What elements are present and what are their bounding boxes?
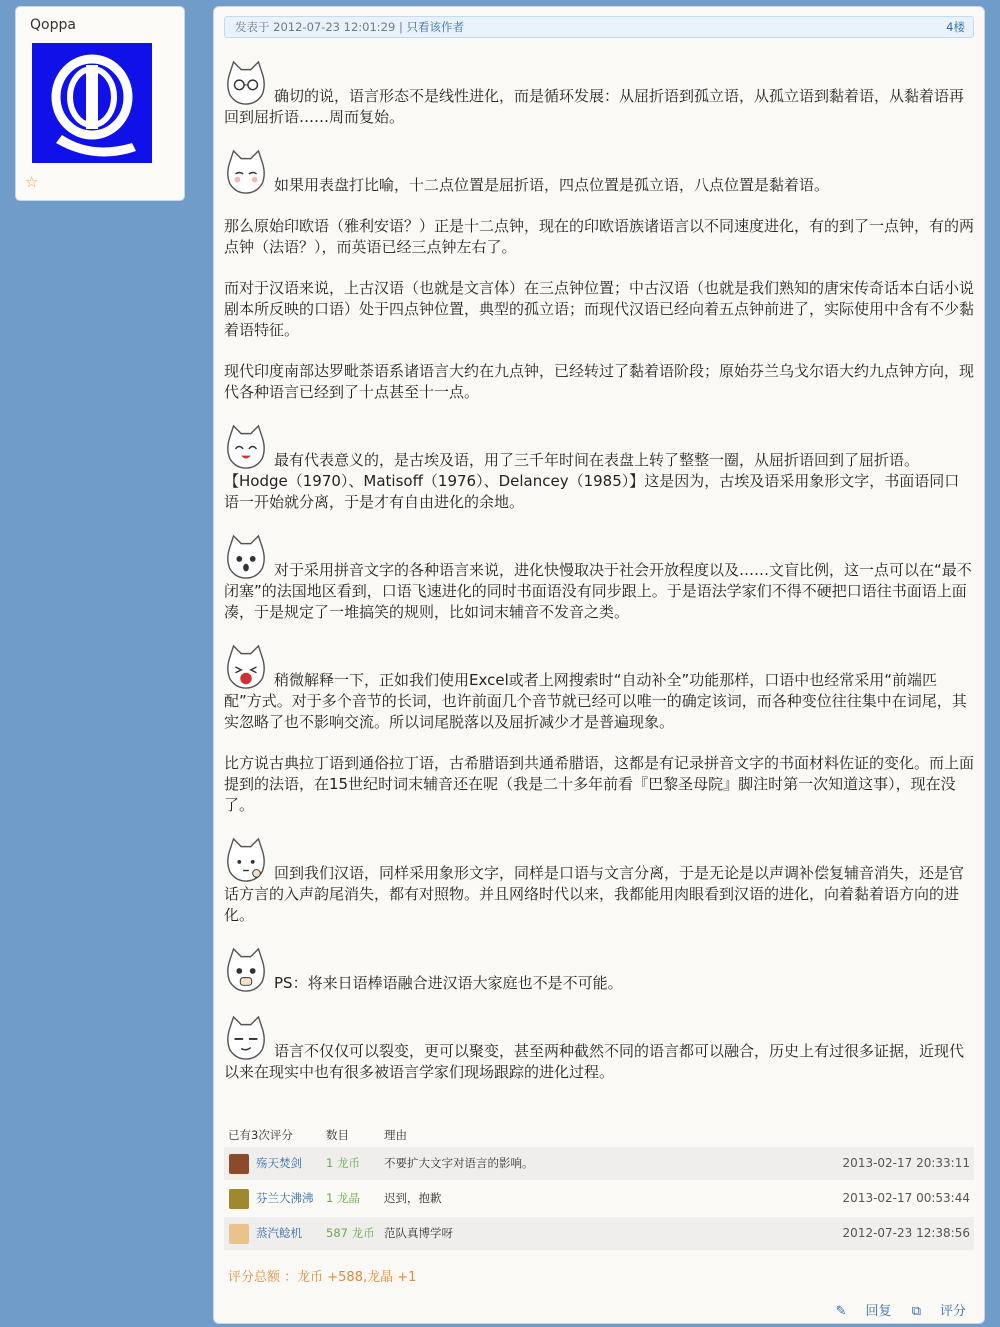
rating-row: [224, 1217, 974, 1250]
rating-time: 2013-02-17 00:53:44: [842, 1191, 970, 1205]
rating-amount: 1 龙币: [326, 1156, 360, 1170]
shouting-face-icon: [224, 643, 268, 691]
pencil-icon: ✎: [835, 1304, 847, 1319]
floor-number[interactable]: 4楼: [946, 20, 965, 34]
user-card: [15, 6, 185, 201]
smirk-face-icon: [224, 1014, 268, 1062]
glasses-face-icon: [224, 59, 268, 107]
paragraph-text: 现代印度南部达罗毗荼语系诸语言大约在九点钟，已经转过了黏着语阶段；原始芬兰乌戈尔语大约九点钟方向，现代各种语言已经到了十点甚至十一点。: [224, 362, 975, 401]
post-actions: [820, 1300, 966, 1319]
rating-reason: 迟到，抱歉: [384, 1191, 442, 1205]
post-meta: [235, 17, 464, 37]
post-paragraph: [224, 946, 974, 994]
username[interactable]: Qoppa: [30, 17, 76, 33]
hand-mouth-face-icon: [224, 946, 268, 994]
post-paragraph: [224, 1014, 974, 1083]
post-paragraph: [224, 533, 974, 623]
rating-amount-header: 数目: [326, 1128, 349, 1142]
rating-count: 已有3次评分: [228, 1128, 293, 1142]
paragraph-text: 对于采用拼音文字的各种语言来说，进化快慢取决于社会开放程度以及……文盲比例，这一点可以在“最不闭塞”的法国地区看到，口语飞速进化的同时书面语没有同步跟上。于是语法学家们不得不硬把口语往书面语上面凑，于是规定了一堆搞笑的规则，比如词末辅音不发音之类。: [224, 561, 972, 621]
paragraph-text: 回到我们汉语，同样采用象形文字，同样是口语与文言分离，于是无论是以声调补偿复辅音消失，还是官话方言的入声韵尾消失，都有对照物。并且网络时代以来，我都能用肉眼看到汉语的进化，向着黏着语方向的进化。: [224, 864, 965, 924]
rating-header: [224, 1125, 974, 1145]
rater-avatar[interactable]: [229, 1189, 249, 1209]
star-icon: ☆: [25, 173, 39, 191]
paragraph-text: 而对于汉语来说，上古汉语（也就是文言体）在三点钟位置；中古汉语（也就是我们熟知的唐宋传奇话本白话小说剧本所反映的口语）处于四点钟位置，典型的孤立语；而现代汉语已经向着五点钟前进了，实际使用中含有不少黏着语特征。: [224, 279, 975, 339]
rater-avatar[interactable]: [229, 1224, 249, 1244]
post-paragraph: [224, 148, 974, 196]
rater-name[interactable]: 蒸汽鲶机: [256, 1226, 302, 1240]
rating-row: [224, 1147, 974, 1180]
rating-reason: 不要扩大文字对语言的影响。: [384, 1156, 534, 1170]
post-header: [224, 16, 974, 38]
rating-row: [224, 1182, 974, 1215]
rating-section: [224, 1125, 974, 1285]
rater-name[interactable]: 殇天焚剑: [256, 1156, 302, 1170]
post-paragraph: [224, 643, 974, 733]
paragraph-text: 最有代表意义的，是古埃及语，用了三千年时间在表盘上转了整整一圈，从屈折语回到了屈折语。【Hodge（1970）、Matisoff（1976）、Delancey（1985）】这是因为，古埃及语采用象形文字，书面语同口语一开始就分离，于是才有自由进化的余地。: [224, 451, 960, 511]
post-time: 发表于 2012-07-23 12:01:29 |: [235, 20, 403, 34]
post-paragraph: [224, 836, 974, 926]
rating-amount: 587 龙币: [326, 1226, 375, 1240]
post-paragraph: [224, 753, 974, 816]
paragraph-text: PS：将来日语棒语融合进汉语大家庭也不是不可能。: [274, 974, 623, 992]
post-content: [224, 59, 974, 1103]
rating-reason-header: 理由: [384, 1128, 407, 1142]
paragraph-text: 那么原始印欧语（雅利安语？）正是十二点钟，现在的印欧语族诸语言以不同速度进化，有的到了一点钟，有的两点钟（法语？），而英语已经三点钟左右了。: [224, 217, 975, 256]
rating-reason: 范队真博学呀: [384, 1226, 453, 1240]
shy-face-icon: [224, 148, 268, 196]
paragraph-text: 语言不仅仅可以裂变，更可以聚变，甚至两种截然不同的语言都可以融合，历史上有过很多证据，近现代以来在现实中也有很多被语言学家们现场跟踪的进化过程。: [224, 1042, 965, 1081]
rating-total: 评分总额 ：龙币 +588,龙晶 +1: [228, 1270, 417, 1285]
rater-avatar[interactable]: [229, 1154, 249, 1174]
thinking-face-icon: [224, 836, 268, 884]
post-paragraph: [224, 216, 974, 258]
avatar[interactable]: [32, 43, 152, 163]
author-only-link[interactable]: 只看该作者: [406, 20, 464, 34]
paragraph-text: 稍微解释一下，正如我们使用Excel或者上网搜索时“自动补全”功能那样，口语中也经常采用“前端匹配”方式。对于多个音节的长词，也许前面几个音节就已经可以唯一的确定该词，而各种变位往往集中在词尾，其实忽略了也不影响交流。所以词尾脱落以及屈折减少才是普遍现象。: [224, 671, 967, 731]
reply-button[interactable]: [836, 1304, 892, 1319]
paragraph-text: 确切的说，语言形态不是线性进化，而是循环发展：从屈折语到孤立语，从孤立语到黏着语，从黏着语再回到屈折语……周而复始。: [224, 87, 965, 126]
post-paragraph: [224, 278, 974, 341]
post-paragraph: [224, 423, 974, 513]
laughing-face-icon: [224, 423, 268, 471]
rating-amount: 1 龙晶: [326, 1191, 360, 1205]
post-container: [213, 6, 985, 1324]
rater-name[interactable]: 芬兰大沸沸: [256, 1191, 314, 1205]
surprised-face-icon: [224, 533, 268, 581]
rate-icon: ⧉: [911, 1304, 921, 1319]
post-paragraph: [224, 361, 974, 403]
rate-button[interactable]: [912, 1304, 966, 1319]
rating-time: 2012-07-23 12:38:56: [842, 1226, 970, 1240]
rate-label: 评分: [939, 1304, 966, 1319]
rating-time: 2013-02-17 20:33:11: [842, 1156, 970, 1170]
reply-label: 回复: [865, 1304, 892, 1319]
post-paragraph: [224, 59, 974, 128]
paragraph-text: 比方说古典拉丁语到通俗拉丁语，古希腊语到共通希腊语，这都是有记录拼音文字的书面材料佐证的变化。而上面提到的法语，在15世纪时词末辅音还在呢（我是二十多年前看『巴黎圣母院』脚注时第一次知道这事），现在没了。: [224, 754, 975, 814]
paragraph-text: 如果用表盘打比喻，十二点位置是屈折语，四点位置是孤立语，八点位置是黏着语。: [274, 176, 830, 194]
